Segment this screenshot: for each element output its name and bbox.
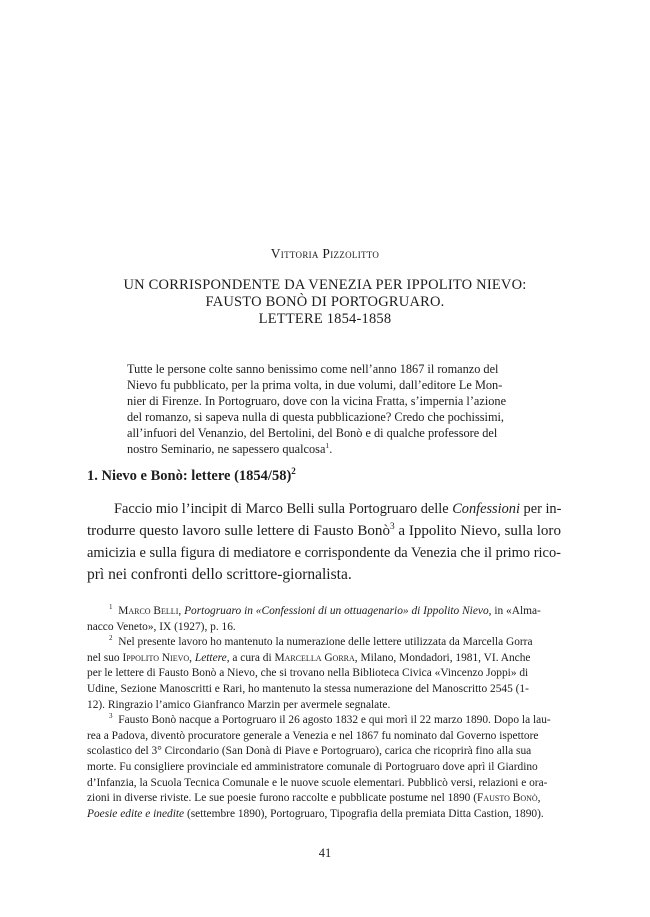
footnote-ref: 3: [389, 521, 395, 532]
footnote-3-line: Poesie edite e inedite (settembre 1890), Portogruaro, Tipografia della premiata Ditta Castion, 1890).: [87, 807, 544, 820]
title-line-2: FAUSTO BONÒ DI PORTOGRUARO.: [205, 294, 445, 310]
epigraph-line: all’infuori del Venanzio, del Bertolini, del Bonò e di qualche professore del: [127, 426, 498, 440]
epigraph-line: nier di Firenze. In Portogruaro, dove con la vicina Fratta, s’impernia l’azione: [127, 394, 507, 408]
footnote-1-line: nacco Veneto», IX (1927), p. 16.: [87, 620, 236, 633]
footnote-3: $^3$ Fausto Bonò nacque a Portogruaro il 26 agosto 1832 e qui morì il 22 marzo 1890. Dopo la lau-: [109, 712, 551, 727]
body-line: prì nei confronti dello scrittore-giornalista.: [87, 566, 352, 583]
footnote-3-line: morte. Fu consigliere provinciale ed amministratore comunale di Portogruaro dove aprì il Giardino: [87, 760, 538, 773]
footnote-3-line: scolastico del 3° Circondario (San Donà di Piave e Portogruaro), carica che ricoprirà fino alla sua: [87, 745, 532, 758]
footnote-3-line: rea a Padova, diventò procuratore generale a Venezia e nel 1867 fu nominato dal Governo ispettore: [87, 729, 539, 742]
footnote-3-line: zioni in diverse riviste. Le sue poesie furono raccolte e pubblicate postume nel 1890 (Fausto Bonò,: [87, 792, 541, 805]
footnote-1: $^1$ Marco Belli, Portogruaro in «Confessioni di un ottuagenario» di Ippolito Nievo, in «Alma-: [109, 603, 541, 617]
footnote-3-line: d’Infanzia, la Scuola Tecnica Comunale e le nuove scuole elementari. Pubblicò versi, relazioni e ora-: [87, 776, 548, 789]
body-line: Faccio mio l’incipit di Marco Belli sulla Portogruaro delle Confessioni per in-: [114, 501, 562, 517]
footnote-2-line: per le lettere di Fausto Bonò a Nievo, che si trovano nella Biblioteca Civica «Vincenzo Joppi» di: [87, 667, 529, 680]
footnote-2-line: 12). Ringrazio l’amico Gianfranco Marzin per avermele segnalate.: [87, 698, 391, 711]
footnote-2-line: Udine, Sezione Manoscritti e Rari, ho mantenuto la stessa numerazione del Manoscritto 2545 (1-: [87, 682, 529, 695]
footnote-ref: 2: [291, 466, 296, 477]
body-line: amicizia e sulla figura di mediatore e corrispondente da Venezia che il primo rico-: [87, 545, 561, 561]
footnote-ref: 1: [325, 440, 330, 450]
author-name: Vittoria Pizzolitto: [270, 246, 380, 261]
footnotes: [87, 604, 565, 822]
epigraph-line: Tutte le persone colte sanno benissimo come nell’anno 1867 il romanzo del: [127, 362, 499, 376]
footnote-2-line: nel suo Ippolito Nievo, Lettere, a cura di Marcella Gorra, Milano, Mondadori, 1981, VI. Anche: [87, 651, 531, 664]
epigraph-line-last: nostro Seminario, ne sapessero qualcosa$^1$.: [127, 440, 333, 456]
epigraph-line: Nievo fu pubblicato, per la prima volta, in due volumi, dall’editore Le Mon-: [127, 378, 503, 392]
article-title: [60, 277, 590, 328]
section-heading: 1. Nievo e Bonò: lettere $(1854/58)^2$: [87, 466, 296, 484]
title-line-3: LETTERE 1854-1858: [258, 311, 392, 327]
footnote-2: $^2$ Nel presente lavoro ho mantenuto la numerazione delle lettere utilizzata da Marcella Gorra: [109, 634, 533, 649]
epigraph: [127, 361, 525, 457]
epigraph-line: del romanzo, si sapeva nulla di questa pubblicazione? Credo che pochissimi,: [127, 410, 504, 424]
body-paragraph: [87, 498, 564, 586]
page-number: 41: [318, 846, 332, 860]
body-line: trodurre questo lavoro sulle lettere di Fausto Bonò$^3$ a Ippolito Nievo, sulla loro: [87, 521, 561, 539]
title-line-1: UN CORRISPONDENTE DA VENEZIA PER IPPOLITO NIEVO:: [123, 277, 527, 293]
